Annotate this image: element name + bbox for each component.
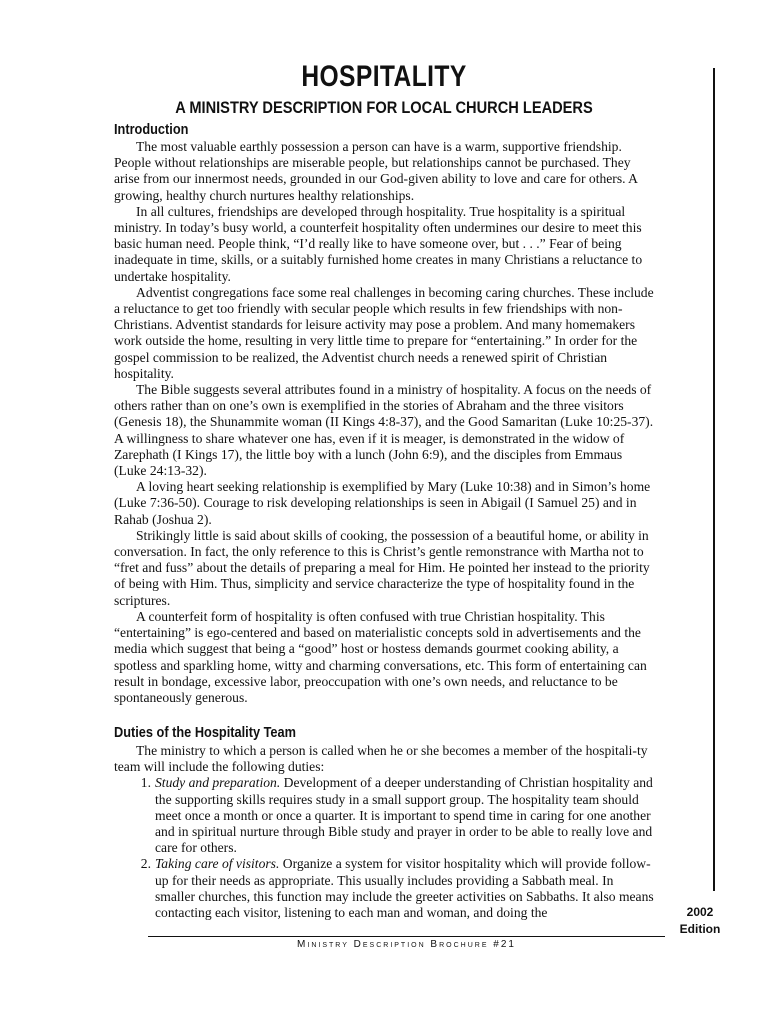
duties-intro: The ministry to which a person is called when he or she becomes a member of the hospitali-ty team will include the following duties: (114, 743, 648, 775)
duty-item (114, 775, 656, 856)
margin-rule (713, 68, 715, 891)
intro-paragraph: Adventist congregations face some real challenges in becoming caring churches. These include a reluctance to get too friendly with secular people which results in few friendships with non-Christians. Adventist standards for leisure activity may pose a problem. And many homemakers work outside the home, resulting in very little time to prepare for “entertaining.” In order for the gospel commission to be realized, the Adventist church needs a renewed spirit of Christian hospitality. (114, 284, 654, 381)
introduction-heading: Introduction (114, 122, 189, 138)
footer-rule (148, 936, 665, 937)
duty-label: Study and preparation. (155, 775, 281, 791)
edition-word: Edition (679, 922, 721, 936)
intro-paragraph: The most valuable earthly possession a person can have is a warm, supportive friendship. People without relationships are miserable people, but relationships cannot be purchased. They arise from our innermost needs, grounded in our God-given ability to love and care for others. A growing, healthy church nurtures healthy relationships. (114, 139, 638, 203)
edition-label (676, 904, 724, 938)
intro-paragraph: A counterfeit form of hospitality is often confused with true Christian hospitality. This “entertaining” is ego-centered and based on materialistic concepts sold in advertisements and the media which suggest that being a “good” host or hostess demands gourmet cooking ability, a spotless and sparkling home, witty and charming conversations, etc. This form of entertaining can result in bondage, excessive labor, preoccupation with one’s own needs, and reluctance to be spontaneously generous. (114, 608, 647, 705)
page-subtitle: A MINISTRY DESCRIPTION FOR LOCAL CHURCH LEADERS (175, 98, 593, 117)
duty-text: Organize a system for visitor hospitality which will provide follow-up for their needs as appropriate. This usually includes providing a Sabbath meal. In smaller churches, this function may include the greeter activities on Sabbaths. It also means contacting each visitor, listening to each man and woman, and doing the (155, 856, 654, 921)
duty-number: 2. (140, 856, 151, 872)
intro-paragraph: A loving heart seeking relationship is exemplified by Mary (Luke 10:38) and in Simon’s home (Luke 7:36-50). Courage to risk developing relationships is seen in Abigail (I Samuel 25) and in Rahab (Joshua 2). (114, 479, 651, 527)
intro-paragraph: In all cultures, friendships are developed through hospitality. True hospitality is a spiritual ministry. In today’s busy world, a counterfeit hospitality often undermines our desire to meet this basic human need. People think, “I’d really like to have someone over, but . . .” Fear of being inadequate in time, skills, or a suitably furnished home creates in many Christians a reluctance to undertake hospitality. (114, 203, 643, 284)
duty-label: Taking care of visitors. (155, 856, 280, 872)
duties-heading: Duties of the Hospitality Team (114, 725, 296, 741)
duty-number: 1. (140, 775, 151, 791)
introduction-body (114, 139, 656, 706)
intro-paragraph: Strikingly little is said about skills of cooking, the possession of a beautiful home, or ability in conversation. In fact, the only reference to this is Christ’s gentle remonstrance with Martha not to “fret and fuss” about the details of preparing a meal for Him. He pointed her instead to the priority of being with Him. Thus, simplicity and service characterize the type of hospitality found in the scriptures. (114, 527, 650, 608)
footer-text: Ministry Description Brochure #21 (297, 939, 516, 950)
page-title: HOSPITALITY (301, 60, 467, 93)
intro-paragraph: The Bible suggests several attributes found in a ministry of hospitality. A focus on the needs of others rather than on one’s own is exemplified in the stories of Abraham and the three visitors (Genesis 18), the Shunammite woman (II Kings 4:8-37), and the Good Samaritan (Luke 10:25-37). A willingness to share whatever one has, even if it is meager, is demonstrated in the widow of Zarephath (I Kings 17), the little boy with a lunch (John 6:9), and the disciples from Emmaus (Luke 24:13-32). (114, 382, 654, 479)
duty-item (114, 856, 656, 921)
duty-text: Development of a deeper understanding of Christian hospitality and the supporting skills requires study in a small support group. The hospitality team should meet once a month or once a quarter. It is important to spend time in caring for one another and in spiritual nurture through Bible study and prayer in order to be able to really love and care for others. (155, 775, 653, 856)
duties-body (114, 743, 656, 921)
edition-year: 2002 (686, 905, 714, 919)
